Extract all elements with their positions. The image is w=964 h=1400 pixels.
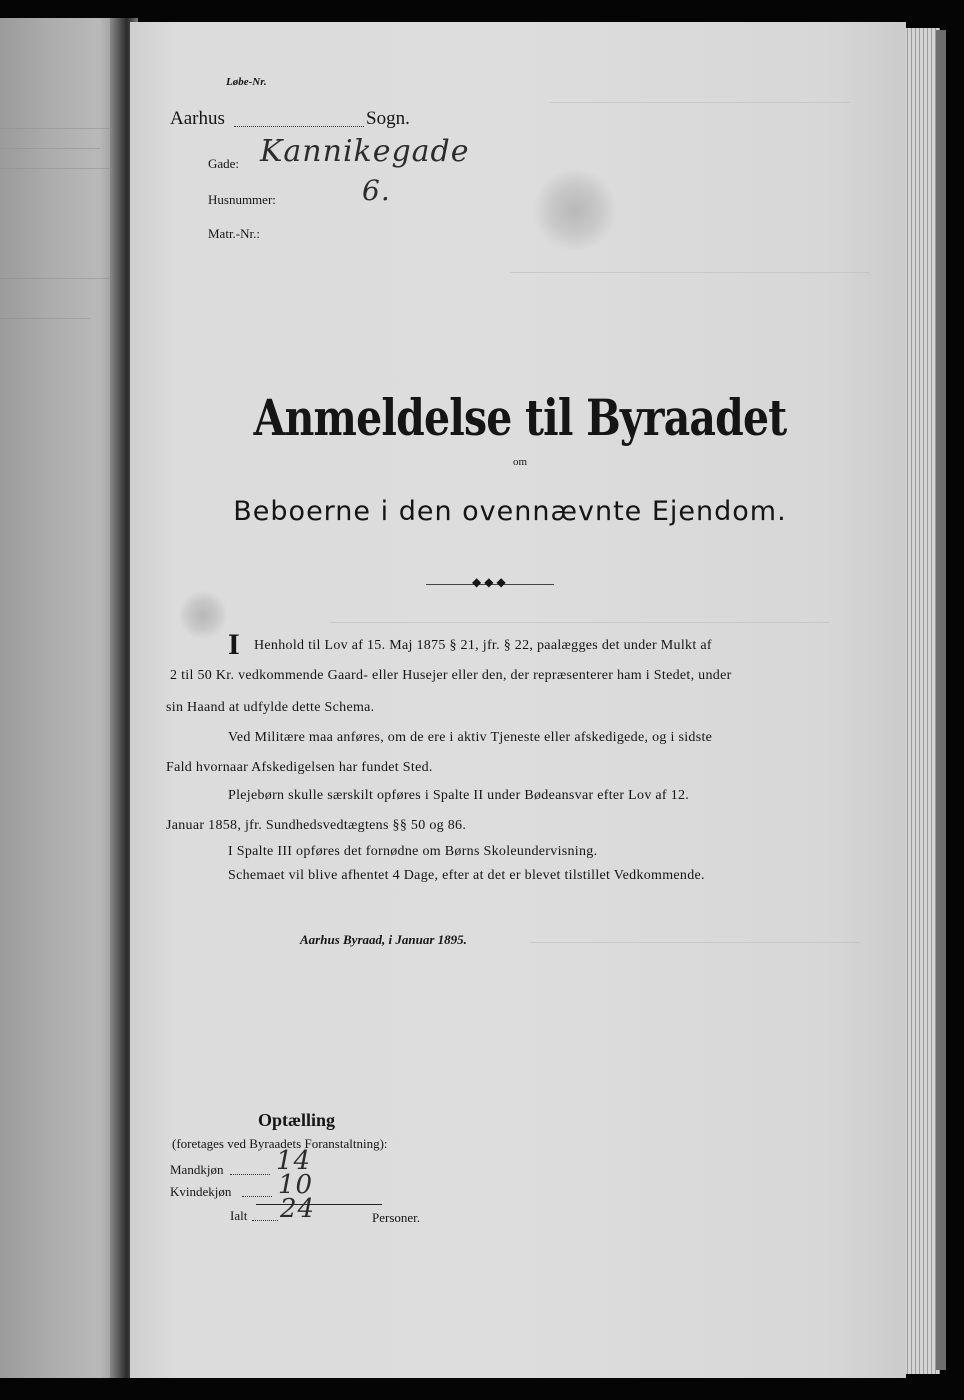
gade-label: Gade:: [208, 156, 240, 171]
document-page: [130, 22, 906, 1378]
husnummer-value[interactable]: 6.: [362, 174, 391, 207]
body-line: Henhold til Lov af 15. Maj 1875 § 21, jfr. § 22, paalægges det under Mulkt af: [254, 638, 712, 653]
ialt-dots: [252, 1220, 278, 1221]
stain: [178, 590, 228, 640]
kvindekjon-dots: [242, 1196, 272, 1197]
body-line: Januar 1858, jfr. Sundhedsvedtægtens §§ 50 og 86.: [166, 818, 467, 833]
kvindekjon-label: Kvindekjøn: [170, 1184, 232, 1199]
stain: [530, 170, 620, 250]
matr-nr-label: Matr.-Nr.:: [208, 226, 260, 241]
lobe-nr-label: Løbe-Nr.: [226, 76, 267, 88]
title-om: om: [512, 456, 528, 468]
document-title: Anmeldelse til Byraadet: [253, 388, 787, 447]
ialt-label: Ialt: [230, 1208, 248, 1223]
kvindekjon-value[interactable]: 10: [278, 1170, 314, 1200]
mandkjon-dots: [230, 1174, 270, 1175]
page-edges: [900, 28, 940, 1374]
sogn-field[interactable]: [234, 126, 364, 127]
count-heading: Optælling: [258, 1110, 336, 1130]
mandkjon-label: Mandkjøn: [170, 1162, 224, 1177]
body-line: 2 til 50 Kr. vedkommende Gaard- eller Husejer eller den, der repræsenterer ham i Stedet, under: [170, 668, 732, 683]
body-line: I Spalte III opføres det fornødne om Børns Skoleundervisning.: [228, 844, 598, 859]
sum-rule: [256, 1204, 382, 1205]
personer-label: Personer.: [372, 1210, 421, 1225]
signature-line: Aarhus Byraad, i Januar 1895.: [300, 932, 467, 947]
document-subtitle: Beboerne i den ovennævnte Ejendom.: [233, 496, 787, 527]
facing-page: [0, 18, 124, 1378]
body-line: Fald hvornaar Afskedigelsen har fundet Sted.: [166, 760, 433, 775]
count-note: (foretages ved Byraadets Foranstaltning):: [172, 1136, 388, 1151]
initial-letter: I: [228, 628, 240, 661]
town-name: Aarhus: [170, 108, 225, 129]
page-edge-shadow: [936, 30, 946, 1370]
husnummer-label: Husnummer:: [208, 192, 276, 207]
ialt-value[interactable]: 24: [280, 1194, 316, 1224]
gade-value[interactable]: Kannikegade: [260, 134, 470, 169]
mandkjon-value[interactable]: 14: [276, 1146, 312, 1176]
body-line: Schemaet vil blive afhentet 4 Dage, efter at det er blevet tilstillet Vedkommende.: [228, 868, 705, 883]
body-line: sin Haand at udfylde dette Schema.: [166, 700, 375, 715]
body-line: Plejebørn skulle særskilt opføres i Spalte II under Bødeansvar efter Lov af 12.: [228, 788, 690, 803]
body-line: Ved Militære maa anføres, om de ere i aktiv Tjeneste eller afskedigede, og i sidste: [228, 730, 713, 745]
sogn-label: Sogn.: [366, 108, 410, 129]
ornament-dots: ◆◆◆: [472, 575, 509, 589]
